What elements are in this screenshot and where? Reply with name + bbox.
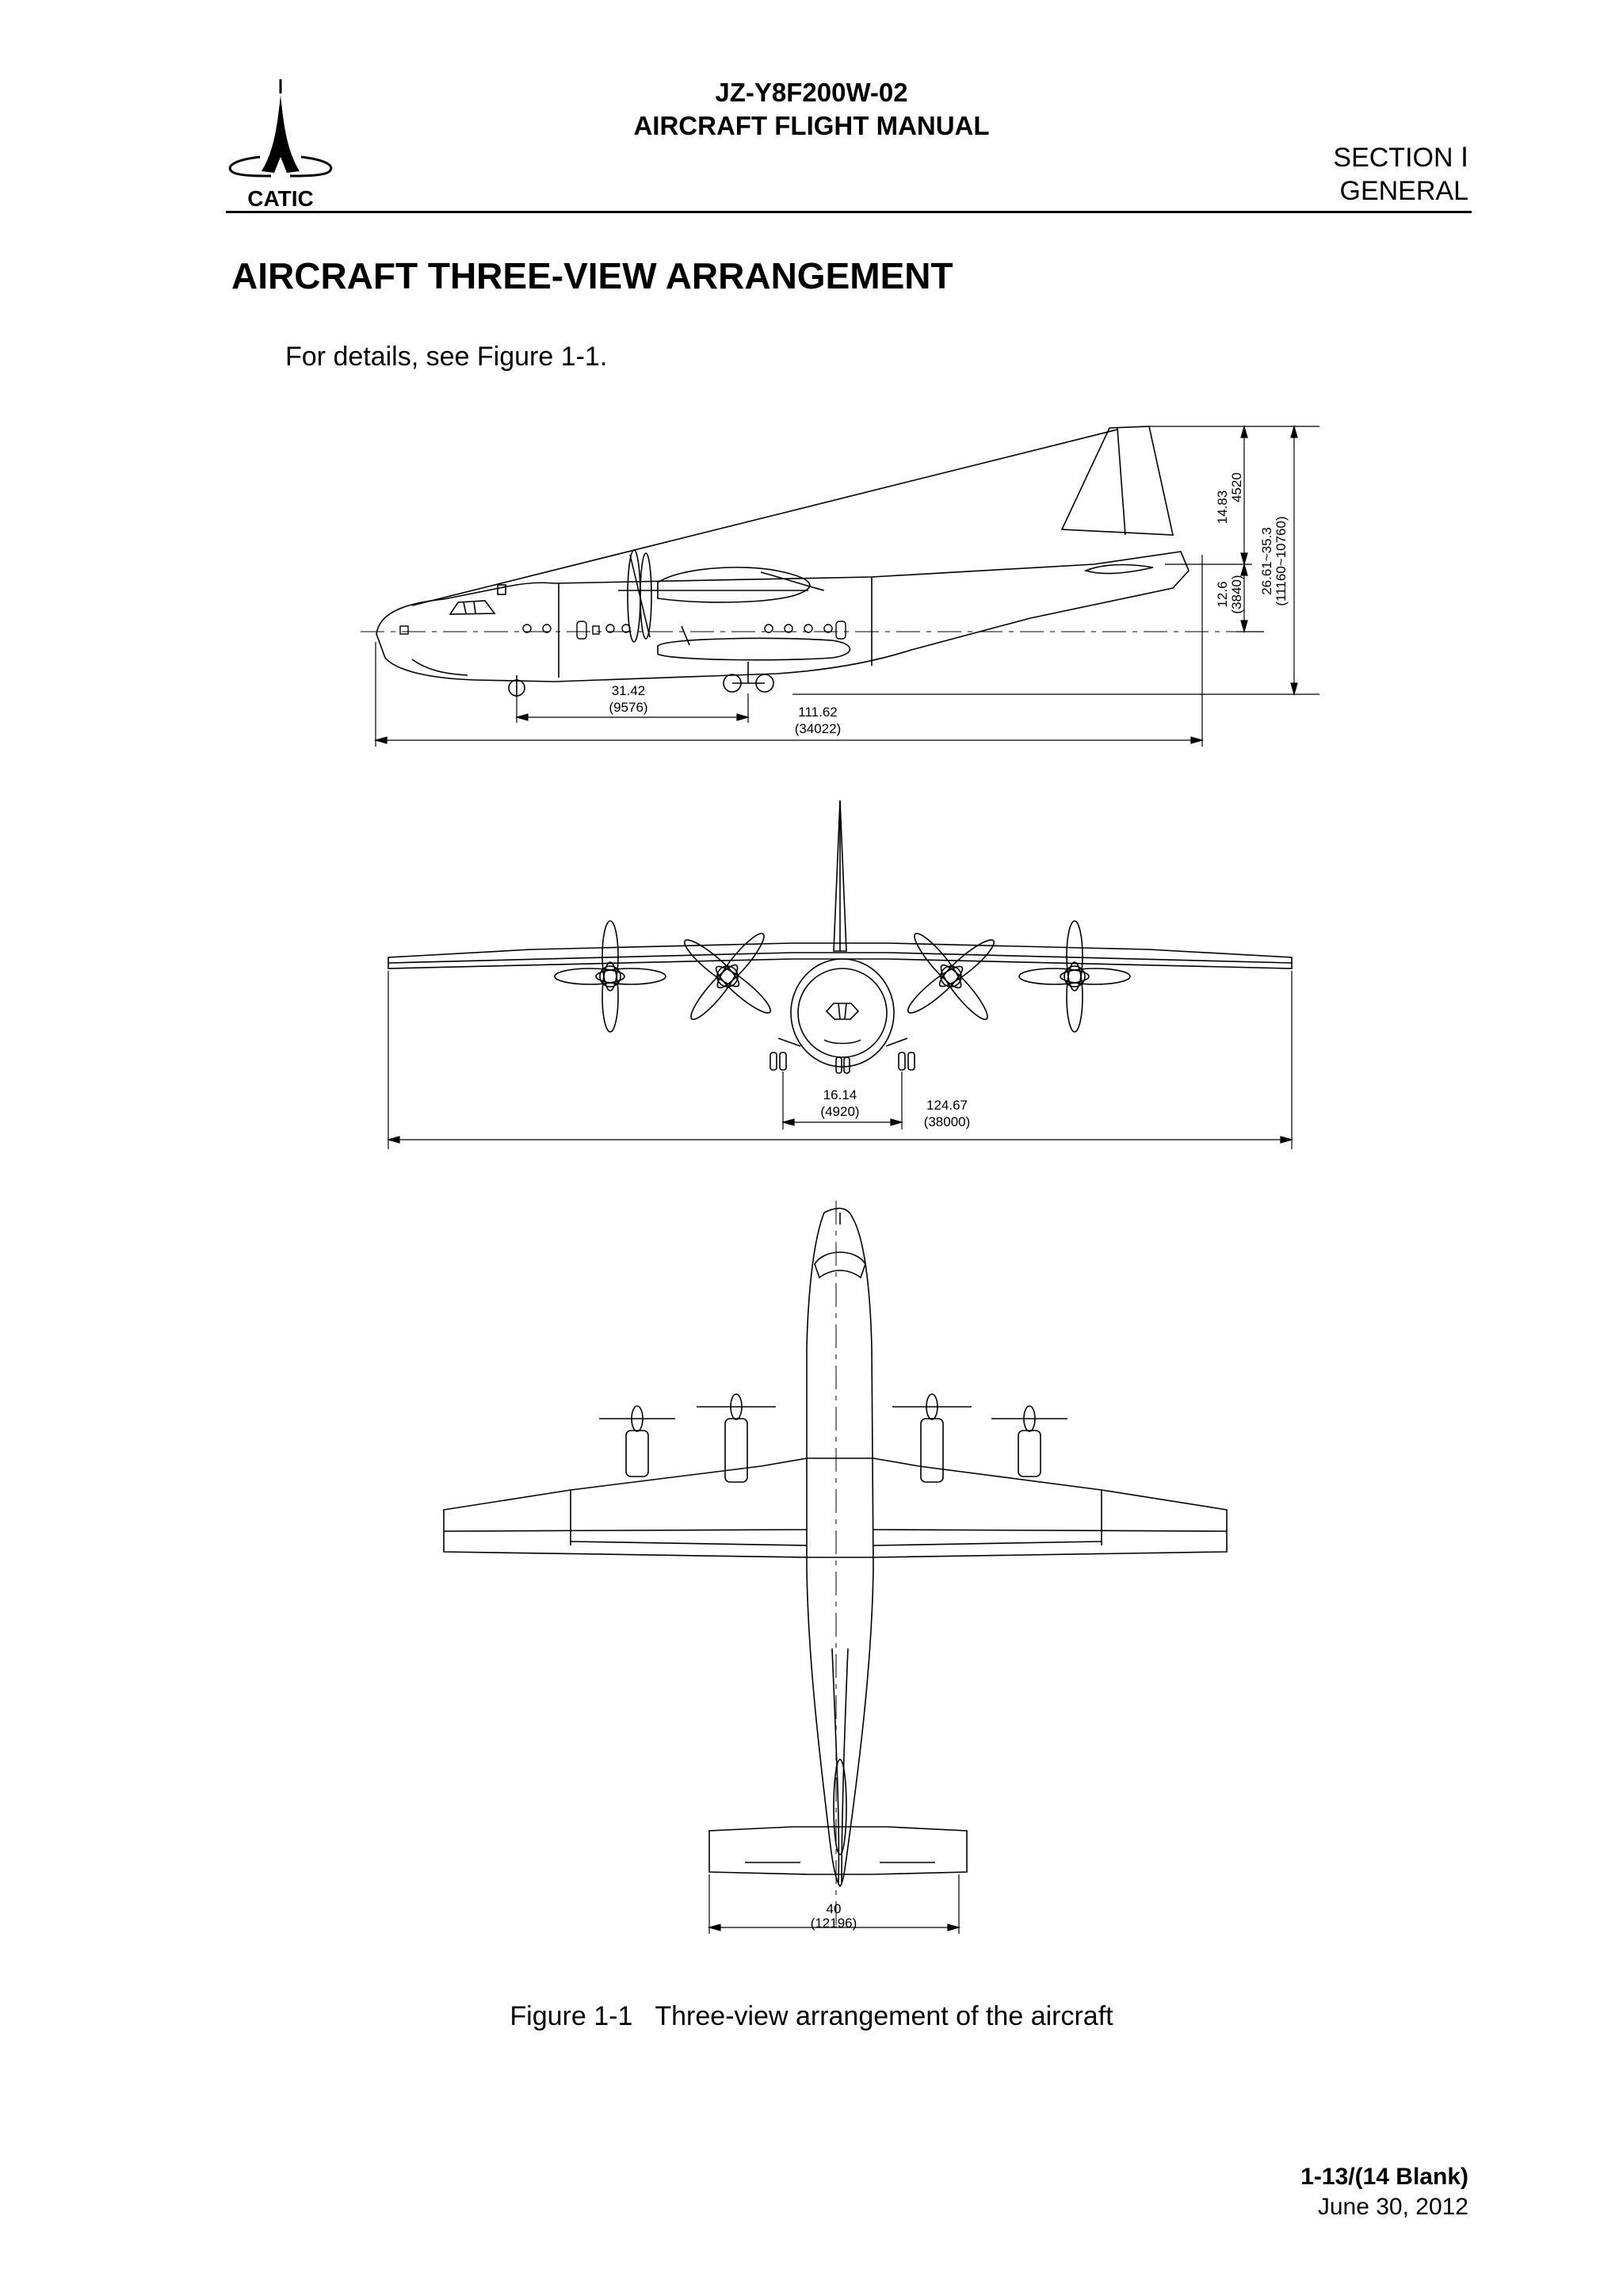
- fuselage-height-label: 12.6: [1215, 581, 1230, 608]
- length-label: 111.62: [798, 705, 838, 720]
- wheelbase-mm-label: (9576): [609, 700, 648, 715]
- manual-title: AIRCRAFT FLIGHT MANUAL: [633, 111, 990, 140]
- overall-height-mm-label: (11160~10760): [1274, 516, 1289, 606]
- wheelbase-label: 31.42: [611, 683, 646, 698]
- front-propellers: [555, 921, 1130, 1032]
- section-name: GENERAL: [1339, 176, 1468, 206]
- fin-height-label: 14.83: [1215, 490, 1230, 525]
- tail-span-label: 40: [826, 1901, 842, 1916]
- page-date: June 30, 2012: [1317, 2194, 1468, 2220]
- figure-caption-text: Three-view arrangement of the aircraft: [655, 2001, 1113, 2031]
- page-number: 1-13/(14 Blank): [1300, 2164, 1468, 2190]
- page-title: AIRCRAFT THREE-VIEW ARRANGEMENT: [231, 255, 953, 296]
- front-view: [388, 800, 1292, 1149]
- wingspan-label: 124.67: [926, 1098, 968, 1113]
- document-number: JZ-Y8F200W-02: [715, 78, 908, 107]
- section-number: SECTION Ⅰ: [1333, 143, 1468, 173]
- three-view-drawing: [0, 412, 1623, 1942]
- figure-caption: [0, 1999, 1623, 2034]
- overall-height-label: 26.61~35.3: [1259, 527, 1274, 595]
- logo-text: CATIC: [247, 186, 314, 211]
- length-mm-label: (34022): [794, 721, 842, 736]
- side-view: [361, 426, 1319, 747]
- figure-number: Figure 1-1: [510, 2001, 633, 2031]
- wheel-track-mm-label: (4920): [820, 1104, 860, 1119]
- wingspan-mm-label: (38000): [923, 1114, 971, 1129]
- tail-span-mm-label: (12196): [810, 1916, 857, 1931]
- wheel-track-label: 16.14: [823, 1087, 857, 1102]
- fin-height-mm-label: 4520: [1229, 472, 1244, 502]
- header-divider: [226, 211, 1472, 213]
- fuselage-height-mm-label: (3840): [1229, 575, 1244, 614]
- intro-text: For details, see Figure 1-1.: [285, 342, 608, 372]
- top-view: [444, 1201, 1227, 1934]
